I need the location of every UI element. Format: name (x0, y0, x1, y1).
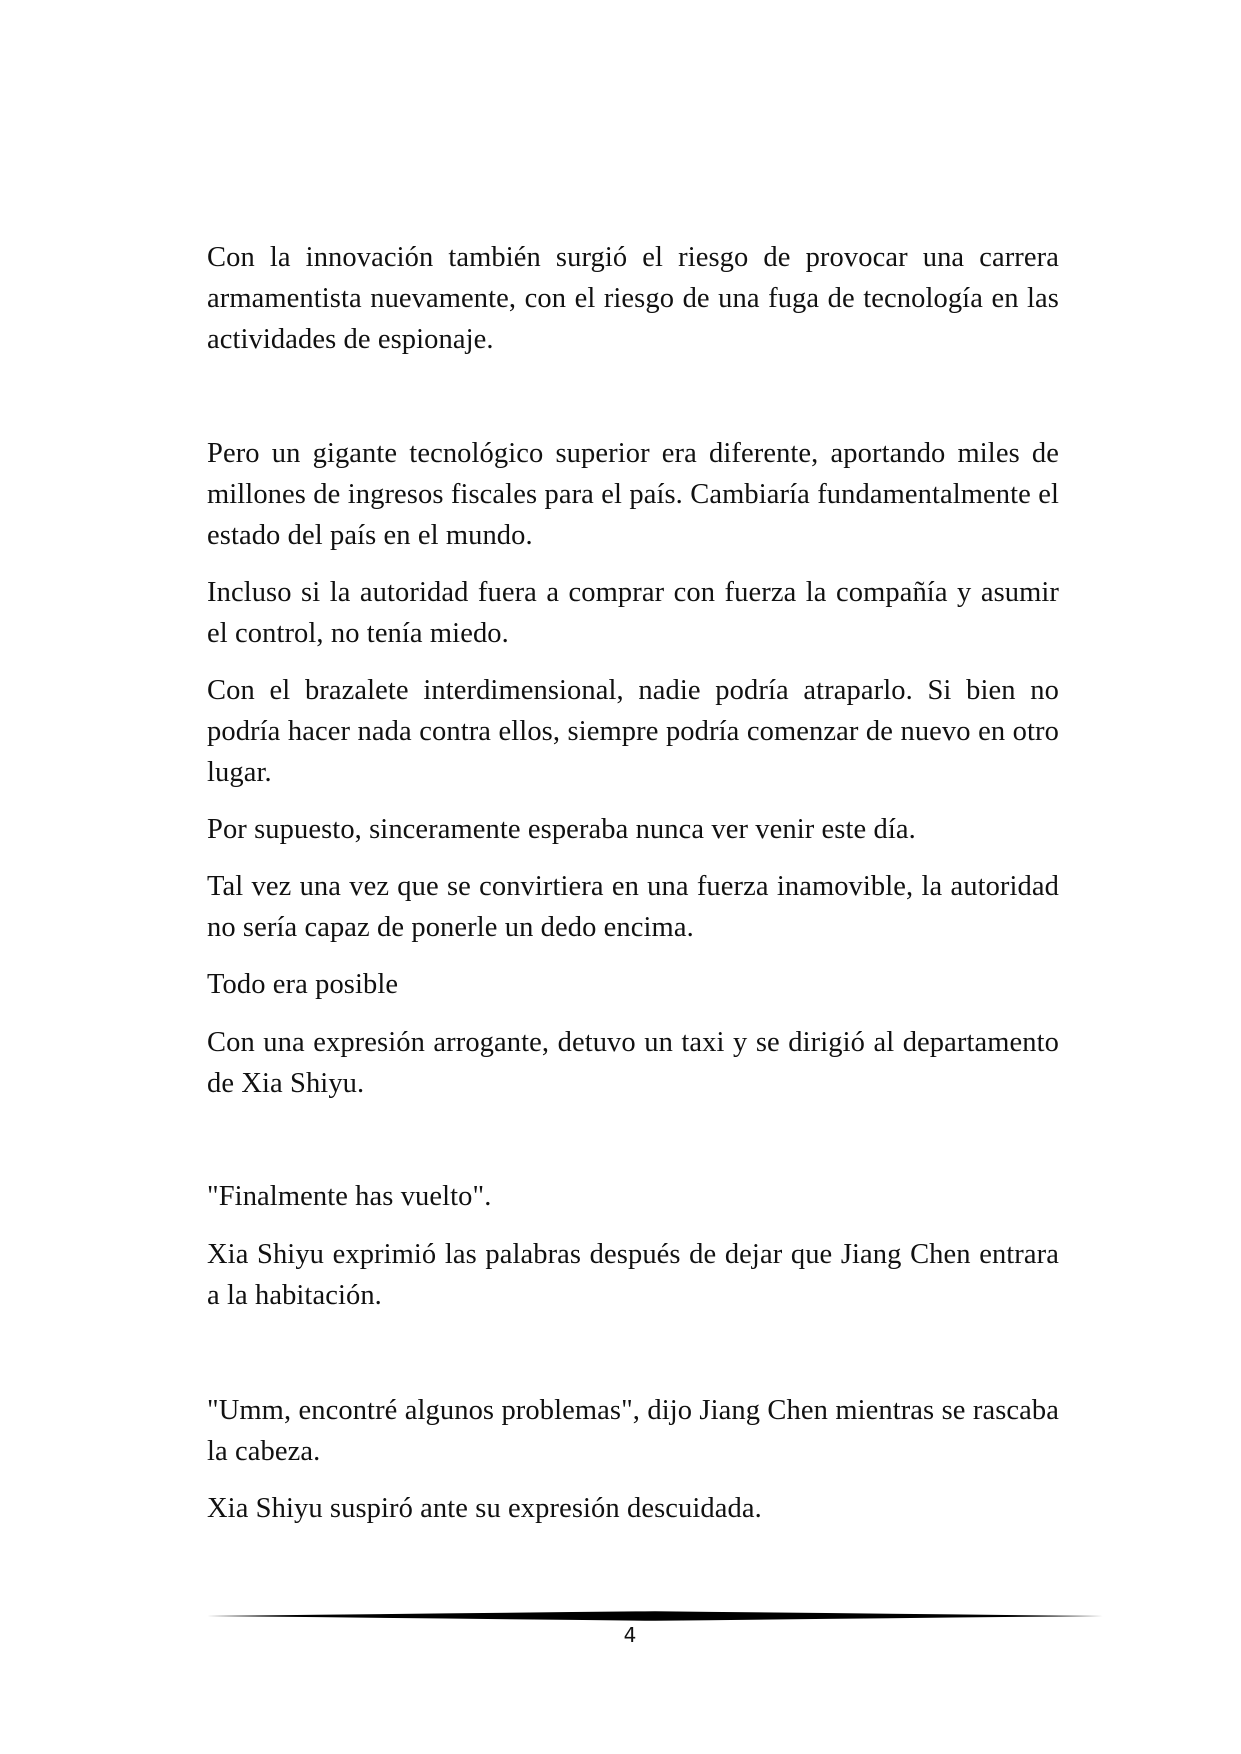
paragraph-11: "Umm, encontré algunos problemas", dijo Jiang Chen mientras se rascaba la cabeza. (207, 1395, 1059, 1467)
paragraph-4: Con el brazalete interdimensional, nadie podría atraparlo. Si bien no podría hacer nada contra ellos, siempre podría comenzar de nuevo en otro lugar. (207, 675, 1059, 788)
page-number: 4 (623, 1623, 637, 1647)
paragraph-9: "Finalmente has vuelto". (207, 1181, 492, 1212)
paragraph-7: Todo era posible (207, 969, 399, 1000)
paragraph-1: Con la innovación también surgió el riesgo de provocar una carrera armamentista nuevamente, con el riesgo de una fuga de tecnología en las actividades de espionaje. (207, 242, 1059, 355)
paragraph-6: Tal vez una vez que se convirtiera en una fuerza inamovible, la autoridad no sería capaz de ponerle un dedo encima. (207, 871, 1059, 943)
paragraph-5: Por supuesto, sinceramente esperaba nunca ver venir este día. (207, 814, 916, 845)
paragraph-3: Incluso si la autoridad fuera a comprar con fuerza la compañía y asumir el control, no tenía miedo. (207, 577, 1059, 649)
paragraph-10: Xia Shiyu exprimió las palabras después de dejar que Jiang Chen entrara a la habitación. (207, 1239, 1059, 1311)
paragraph-8: Con una expresión arrogante, detuvo un taxi y se dirigió al departamento de Xia Shiyu. (207, 1027, 1059, 1099)
paragraph-2: Pero un gigante tecnológico superior era diferente, aportando miles de millones de ingresos fiscales para el país. Cambiaría fundamentalmente el estado del país en el mundo. (207, 438, 1059, 551)
paragraph-12: Xia Shiyu suspiró ante su expresión descuidada. (207, 1493, 762, 1524)
footer-rule (207, 1609, 1103, 1623)
